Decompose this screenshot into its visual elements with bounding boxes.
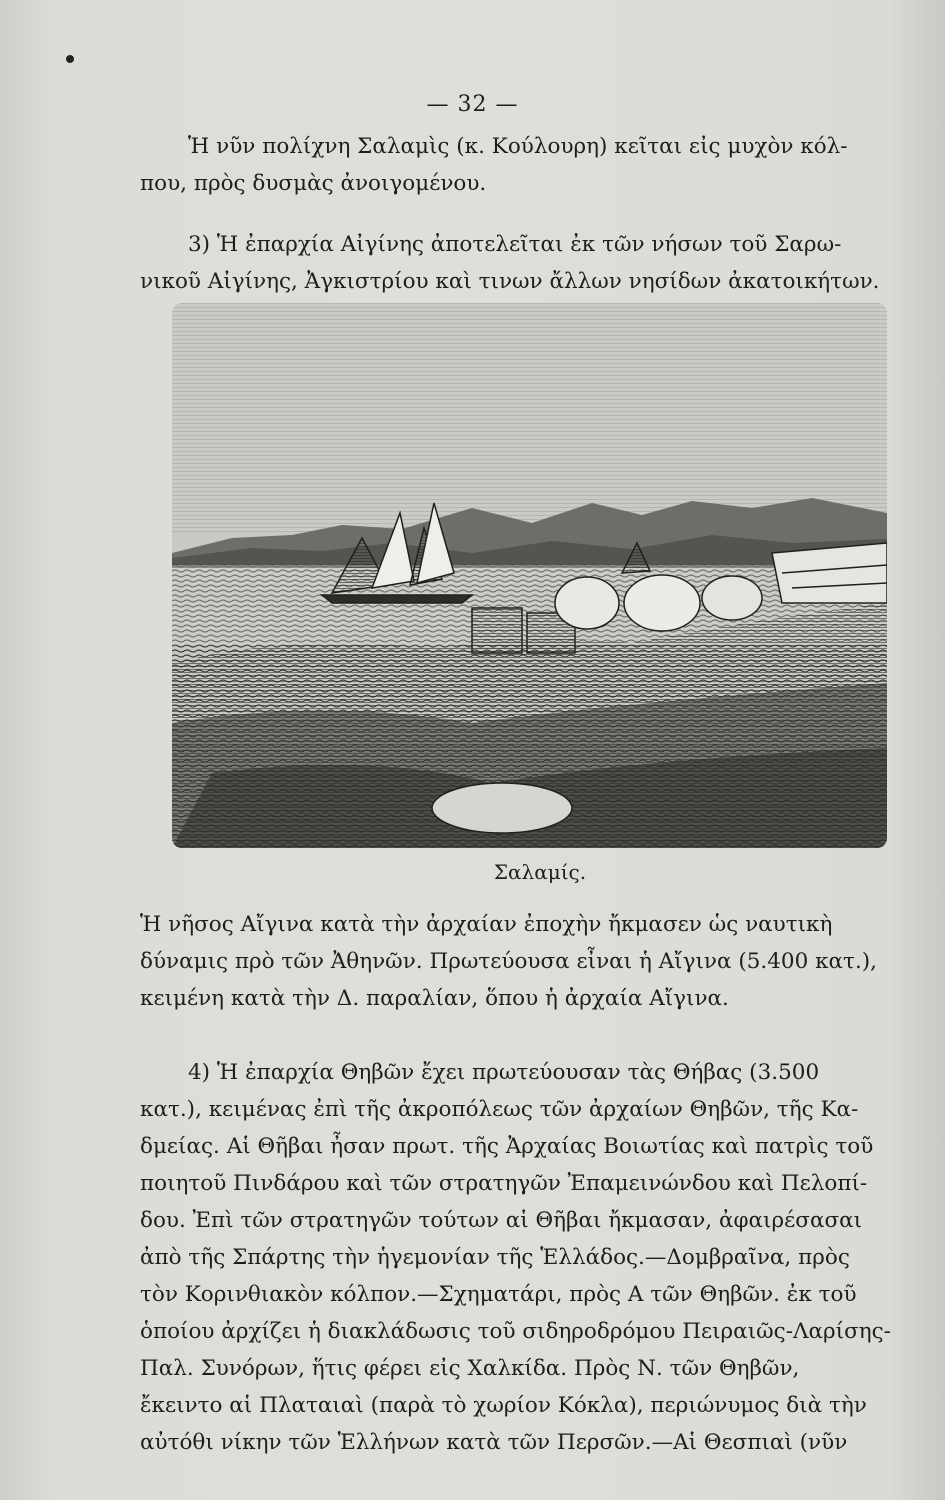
text-line: 3) Ἡ ἐπαρχία Αἰγίνης ἀποτελεῖται ἐκ τῶν νήσων τοῦ Σαρω- xyxy=(188,232,842,257)
text-line: κειμένη κατὰ τὴν Δ. παραλίαν, ὅπου ἡ ἀρχαία Αἴγινα. xyxy=(140,986,729,1011)
text-line: δμείας. Αἱ Θῆβαι ἦσαν πρωτ. τῆς Ἀρχαίας Βοιωτίας καὶ πατρὶς τοῦ xyxy=(140,1134,874,1159)
text-line: Παλ. Συνόρων, ἥτις φέρει εἰς Χαλκίδα. Πρὸς Ν. τῶν Θηβῶν, xyxy=(140,1356,800,1381)
text-line: αὐτόθι νίκην τῶν Ἑλλήνων κατὰ τῶν Περσῶν.—Αἱ Θεσπιαὶ (νῦν xyxy=(140,1430,848,1455)
text-line: δύναμις πρὸ τῶν Ἀθηνῶν. Πρωτεύουσα εἶναι ἡ Αἴγινα (5.400 κατ.), xyxy=(140,949,877,974)
text-line: Ἡ νῆσος Αἴγινα κατὰ τὴν ἀρχαίαν ἐποχὴν ἤκμασεν ὡς ναυτικὴ xyxy=(140,912,833,937)
page-number: — 32 — xyxy=(426,92,519,117)
paragraph-aegina-island xyxy=(140,906,930,1017)
paragraph-thebes-province xyxy=(140,1054,930,1461)
text-line: ἀπὸ τῆς Σπάρτης τὴν ἡγεμονίαν τῆς Ἑλλάδος.—Δομβραῖνα, πρὸς xyxy=(140,1245,850,1270)
text-line: Ἡ νῦν πολίχνη Σαλαμὶς (κ. Κούλουρη) κεῖται εἰς μυχὸν κόλ- xyxy=(188,134,848,159)
paragraph-aegina-province xyxy=(140,226,930,300)
engraving-salamis-illustration xyxy=(172,303,887,848)
text-line: που, πρὸς δυσμὰς ἀνοιγομένου. xyxy=(140,171,487,196)
paragraph-salamis-town xyxy=(140,128,930,202)
text-line: νικοῦ Αἰγίνης, Ἀγκιστρίου καὶ τινων ἄλλων νησίδων ἀκατοικήτων. xyxy=(140,269,880,294)
text-line: 4) Ἡ ἐπαρχία Θηβῶν ἔχει πρωτεύουσαν τὰς Θήβας (3.500 xyxy=(188,1060,820,1085)
figure-caption: Σαλαμίς. xyxy=(493,860,587,884)
text-line: ἔκειντο αἱ Πλαταιαὶ (παρὰ τὸ χωρίον Κόκλα), περιώνυμος διὰ τὴν xyxy=(140,1393,867,1418)
text-line: κατ.), κειμένας ἐπὶ τῆς ἀκροπόλεως τῶν ἀρχαίων Θηβῶν, τῆς Κα- xyxy=(140,1097,859,1122)
text-line: ὁποίου ἀρχίζει ἡ διακλάδωσις τοῦ σιδηροδρόμου Πειραιῶς-Λαρίσης- xyxy=(140,1319,891,1344)
text-line: ποιητοῦ Πινδάρου καὶ τῶν στρατηγῶν Ἐπαμεινώνδου καὶ Πελοπί- xyxy=(140,1171,868,1196)
text-line: τὸν Κορινθιακὸν κόλπον.—Σχηματάρι, πρὸς Α τῶν Θηβῶν. ἐκ τοῦ xyxy=(140,1282,857,1307)
ink-spot xyxy=(66,55,74,63)
text-line: δου. Ἐπὶ τῶν στρατηγῶν τούτων αἱ Θῆβαι ἤκμασαν, ἀφαιρέσασαι xyxy=(140,1208,863,1233)
